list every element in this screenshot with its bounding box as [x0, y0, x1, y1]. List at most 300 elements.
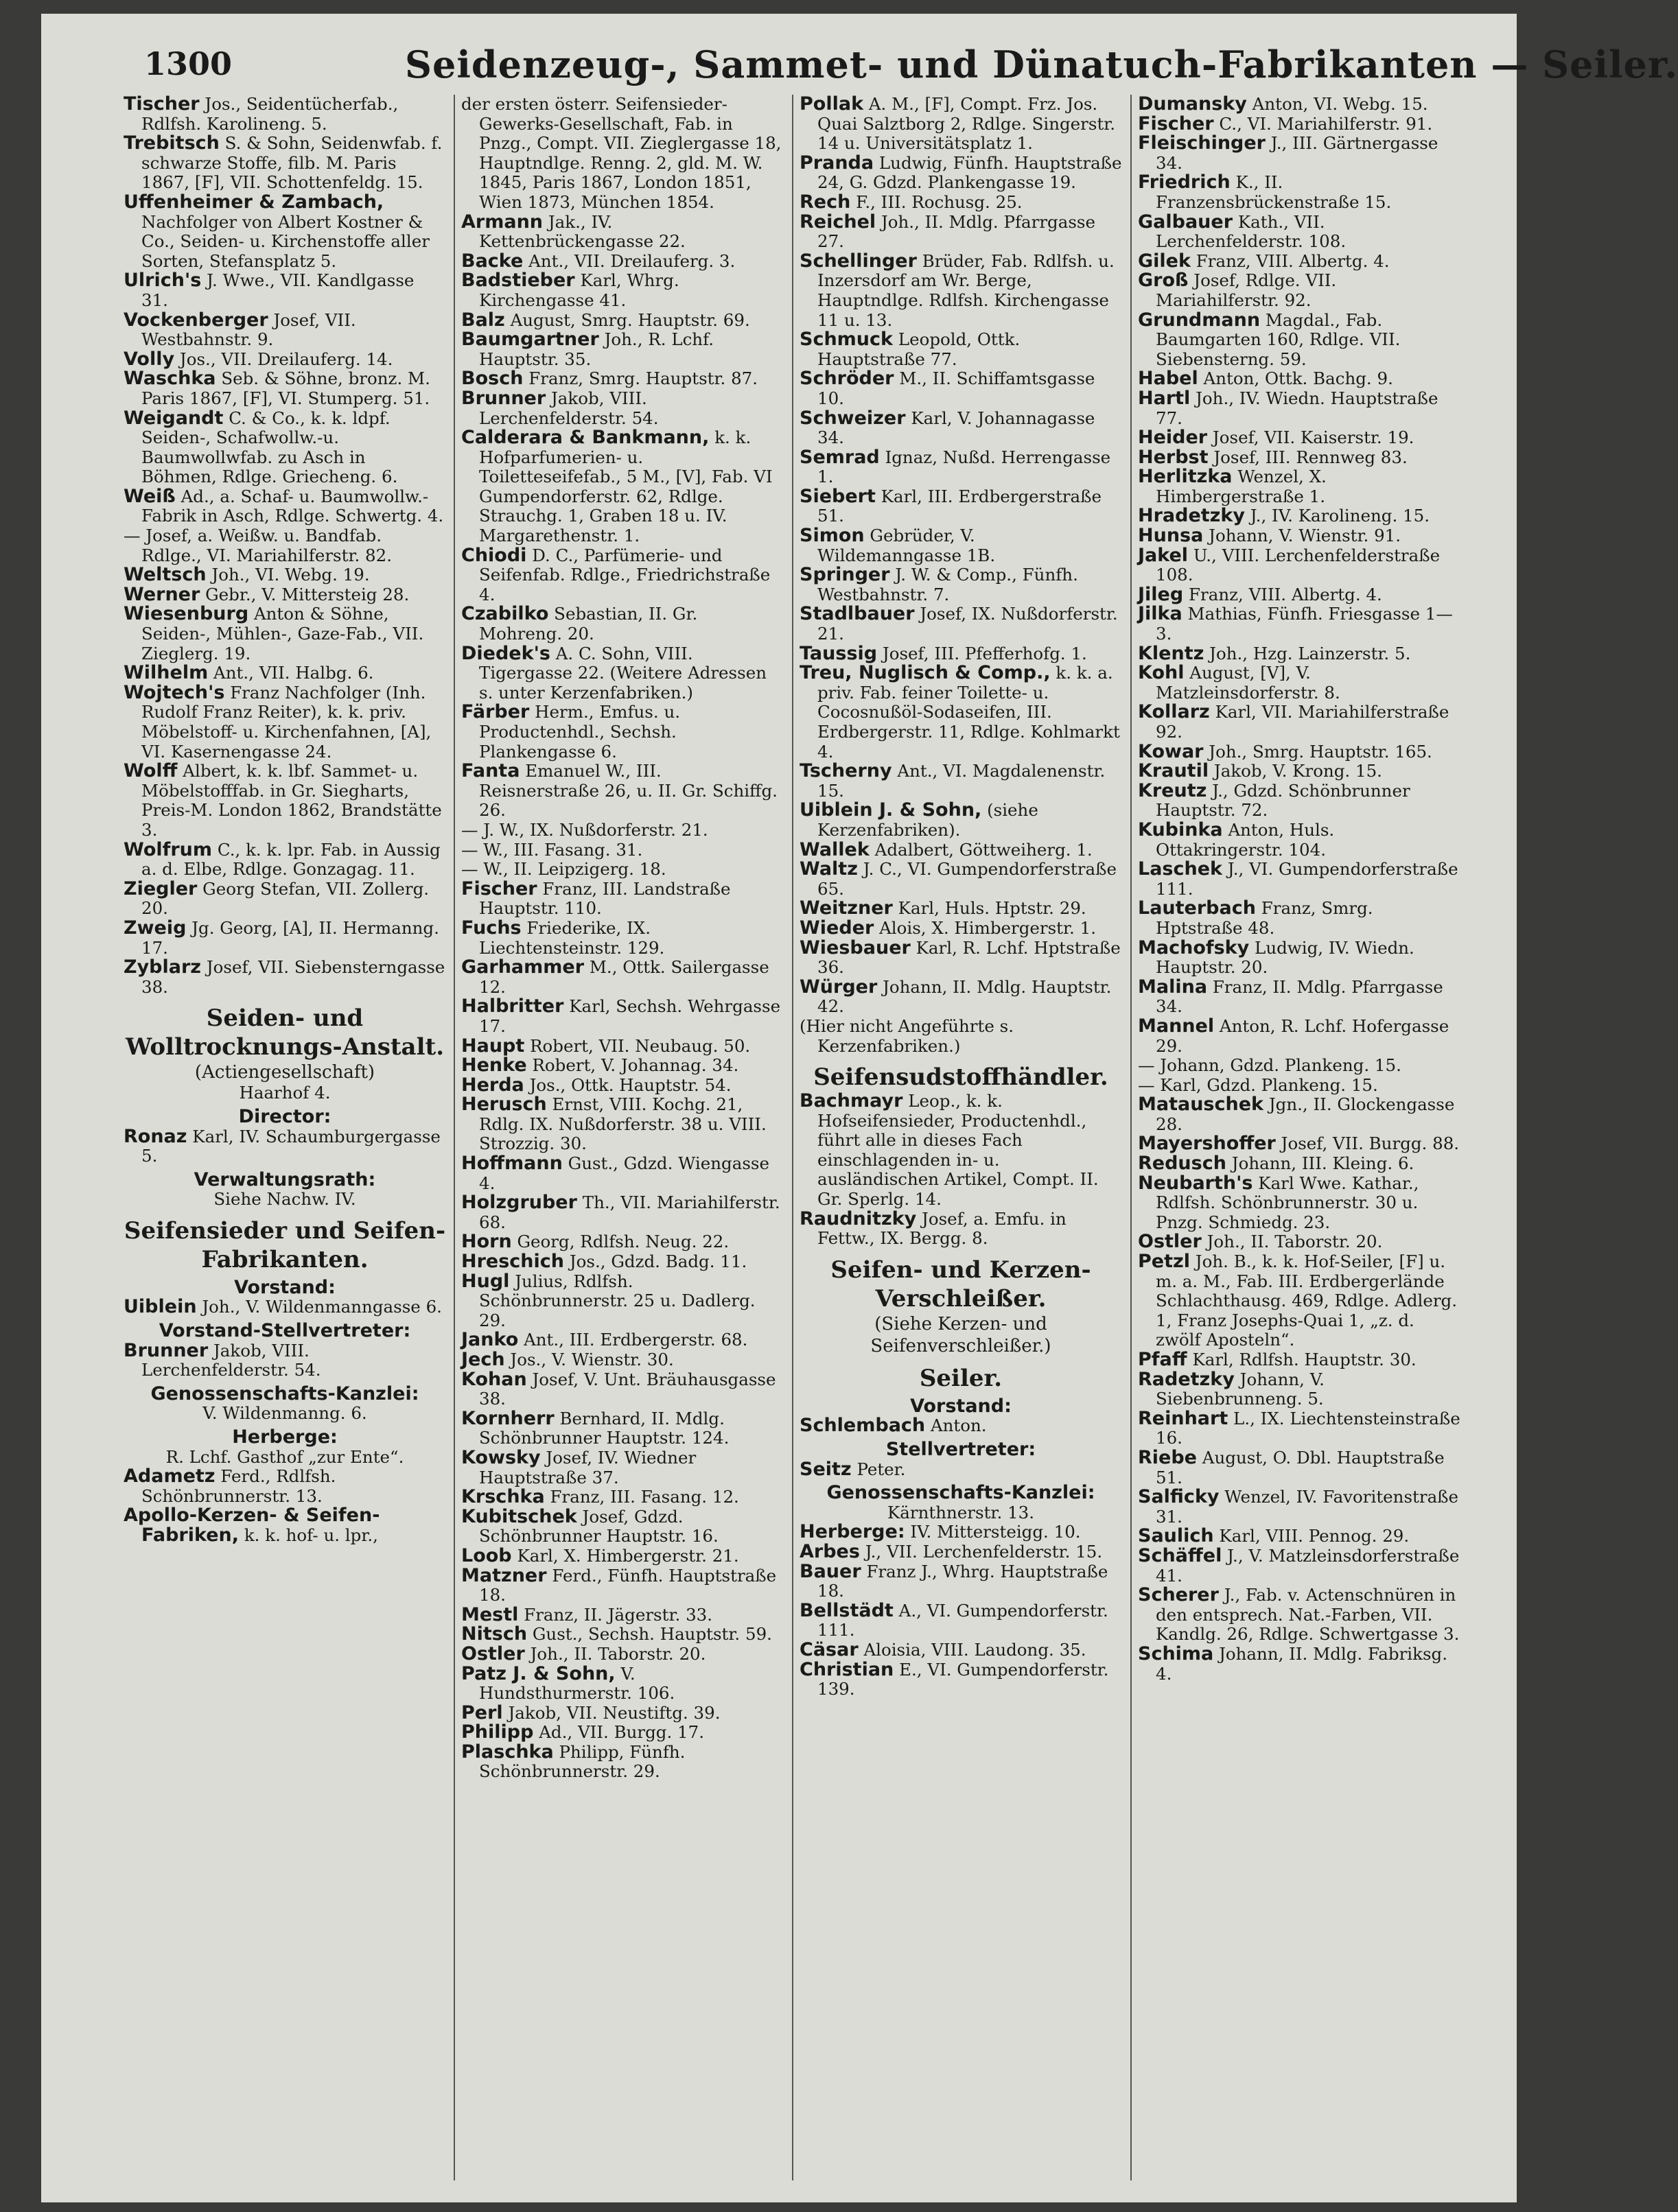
directory-entry: [124, 604, 446, 663]
directory-entry: [800, 565, 1122, 604]
directory-entry: [461, 644, 784, 703]
entry-text: J., III. Gärtnergasse 34.: [1156, 133, 1438, 173]
entry-text: Philipp, Fünfh. Schönbrunnerstr. 29.: [479, 1741, 686, 1782]
entry-text: August, O. Dbl. Hauptstraße 51.: [1156, 1447, 1445, 1487]
entry-name: Fischer: [1138, 113, 1214, 134]
entry-text: Anton, R. Lchf. Hofergasse 29.: [1156, 1015, 1449, 1056]
entry-name: Fuchs: [461, 917, 522, 939]
entry-text: S. & Sohn, Seidenwfab. f. schwarze Stoffe, filb. M. Paris 1867, [F], VII. Schottenfeldg. 15.: [141, 133, 443, 193]
entry-text: E., VI. Gumpendorferstr. 139.: [817, 1659, 1109, 1699]
directory-entry: [461, 1704, 784, 1723]
entry-text: Jakob, V. Krong. 15.: [1213, 761, 1382, 781]
entry-name: Weltsch: [124, 564, 207, 586]
entry-list: [1138, 95, 1460, 1684]
entry-text: Johann, II. Mdlg. Hauptstr. 42.: [817, 976, 1112, 1017]
directory-entry: [800, 487, 1122, 526]
directory-entry: [1138, 1527, 1460, 1546]
directory-entry: [461, 762, 784, 821]
directory-entry: [1138, 526, 1460, 546]
entry-text: Franz, II. Mdlg. Pfarrgasse 34.: [1156, 976, 1443, 1017]
entry-text: Josef, III. Pfefferhofg. 1.: [882, 643, 1087, 663]
entry-name: Herusch: [461, 1094, 547, 1116]
entry-text: Johann, V. Siebenbrunneng. 5.: [1156, 1369, 1325, 1409]
entry-name: Weitzner: [800, 897, 893, 919]
verwaltung-label: Verwaltungsrath:: [194, 1168, 376, 1190]
entry-name: Schima: [1138, 1643, 1214, 1664]
entry-text: Karl, Whrg. Kirchengasse 41.: [479, 270, 679, 310]
directory-entry: [800, 1092, 1122, 1210]
columns: [124, 95, 1462, 2180]
entry-text: L., IX. Liechtensteinstraße 16.: [1156, 1408, 1460, 1448]
entry-name: Siebert: [800, 485, 876, 507]
entry-text: J. W. & Comp., Fünfh. Westbahnstr. 7.: [817, 565, 1078, 604]
entry-text: Joh., Hzg. Lainzerstr. 5.: [1209, 643, 1411, 663]
stellvertreter-entry: [800, 1460, 1122, 1480]
entry-name: Garhammer: [461, 956, 585, 978]
entry-name: Malina: [1138, 976, 1208, 998]
directory-entry: [1138, 213, 1460, 252]
entry-name: Herbst: [1138, 446, 1209, 468]
directory-entry: [1138, 134, 1460, 173]
entry-name: Friedrich: [1138, 172, 1231, 193]
section-heading: Seifen- und Kerzen-Verschleißer.: [830, 1256, 1091, 1313]
entry-text: Robert, V. Johannag. 34.: [532, 1055, 739, 1076]
entry-text: Friederike, IX. Liechtensteinstr. 129.: [479, 917, 665, 958]
directory-entry: [1138, 95, 1460, 115]
entry-text: Josef, VII. Burgg. 88.: [1281, 1133, 1460, 1154]
entry-text: Brüder, Fab. Rdlfsh. u. Inzersdorf am Wr. Berge, Hauptndlge. Rdlfsh. Kirchengasse 11 u. 13.: [817, 250, 1115, 330]
directory-entry: [800, 1640, 1122, 1660]
entry-text: C., k. k. lpr. Fab. in Aussig a. d. Elbe, Rdlge. Gonzagag. 11.: [141, 839, 441, 880]
entry-text: August, [V], V. Matzleinsdorferstr. 8.: [1156, 663, 1340, 703]
directory-entry: [461, 1605, 784, 1625]
entry-text: Joh., Smrg. Hauptstr. 165.: [1209, 741, 1432, 762]
entry-name: Ulrich's: [124, 270, 202, 292]
entry-text: Josef, a. Emfu. in Fettw., IX. Bergg. 8.: [817, 1208, 1067, 1249]
entry-name: Seitz: [800, 1458, 852, 1480]
directory-entry: [461, 1154, 784, 1193]
director-label: Director:: [238, 1105, 331, 1127]
entry-name: Nitsch: [461, 1623, 528, 1645]
entry-text: Joh., IV. Wiedn. Hauptstraße 77.: [1156, 388, 1438, 428]
directory-entry: [1138, 1232, 1460, 1252]
entry-name: Machofsky: [1138, 937, 1250, 958]
entry-text: Johann, III. Kleing. 6.: [1231, 1153, 1414, 1174]
column-1: [124, 95, 446, 2180]
entry-text: Ferd., Fünfh. Hauptstraße 18.: [479, 1565, 777, 1605]
entry-name: Brunner: [124, 1339, 209, 1361]
directory-entry: [800, 919, 1122, 939]
entry-text: — Karl, Gdzd. Plankeng. 15.: [1138, 1074, 1378, 1095]
entry-text: Jakob, VIII. Lerchenfelderstr. 54.: [479, 388, 659, 428]
entry-list: [800, 1092, 1122, 1249]
entry-name: Pranda: [800, 152, 874, 174]
entry-text: Herm., Emfus. u. Productenhdl., Sechsh. Plankengasse 6.: [479, 702, 681, 762]
entry-name: Kowar: [1138, 740, 1204, 762]
column-2: [461, 95, 784, 2180]
entry-name: Weigandt: [124, 407, 224, 429]
section-heading: Seiden- und Wolltrocknungs-Anstalt.: [125, 1004, 445, 1061]
entry-text: M., Ottk. Sailergasse 12.: [479, 957, 769, 997]
entry-text: Johann, II. Mdlg. Fabriksg. 4.: [1156, 1643, 1448, 1684]
entry-name: Wiesenburg: [124, 603, 249, 625]
directory-entry: [461, 604, 784, 644]
entry-name: Ronaz: [124, 1125, 187, 1147]
directory-entry: [461, 252, 784, 272]
kanzlei-label: Genossenschafts-Kanzlei:: [150, 1382, 419, 1404]
directory-entry: [800, 1210, 1122, 1249]
directory-entry: [461, 1272, 784, 1331]
directory-entry: [1138, 644, 1460, 664]
entry-name: Scherer: [1138, 1584, 1219, 1606]
entry-text: Ludwig, IV. Wiedn. Hauptstr. 20.: [1156, 937, 1414, 978]
directory-entry: [124, 369, 446, 408]
directory-entry: [1138, 506, 1460, 526]
directory-entry: [1138, 1487, 1460, 1527]
entry-name: Gilek: [1138, 250, 1191, 272]
entry-text: Adalbert, Göttweiherg. 1.: [874, 839, 1093, 860]
vorstand-label: Vorstand:: [234, 1276, 336, 1298]
directory-entry: [1138, 1056, 1460, 1076]
entry-text: (Hier nicht Angeführte s. Kerzenfabriken.): [800, 1015, 1014, 1056]
directory-entry: [461, 1370, 784, 1409]
entry-text: J. Wwe., VII. Kandlgasse 31.: [141, 270, 415, 310]
entry-name: Armann: [461, 211, 544, 233]
column-rule: [454, 95, 455, 2180]
directory-entry: [124, 409, 446, 487]
directory-entry: [124, 840, 446, 880]
entry-name: Schweizer: [800, 407, 906, 429]
entry-name: Hoffmann: [461, 1153, 563, 1175]
entry-name: Matauschek: [1138, 1094, 1264, 1116]
entry-name: Waschka: [124, 368, 216, 390]
directory-entry: [124, 762, 446, 840]
entry-name: Treu, Nuglisch & Comp.,: [800, 662, 1051, 684]
directory-entry: [800, 860, 1122, 899]
entry-text: Robert, VII. Neubaug. 50.: [530, 1035, 751, 1056]
directory-entry: [1138, 1076, 1460, 1096]
directory-entry: [124, 95, 446, 134]
directory-entry: [1138, 369, 1460, 389]
kanzlei-label: Genossenschafts-Kanzlei:: [826, 1482, 1095, 1504]
entry-name: Klentz: [1138, 642, 1204, 664]
entry-text: K., II. Franzensbrückenstraße 15.: [1156, 172, 1392, 212]
directory-entry: [1138, 467, 1460, 506]
entry-text: Josef, Rdlge. VII. Mariahilferstr. 92.: [1156, 270, 1337, 310]
entry-text: Joh. B., k. k. Hof-Seiler, [F] u. m. a. M., Fab. III. Erdbergerlände Schlachthausg. 469, Rdlge. Adlerg. 1, Franz Josephs-Quai 1, „z. d. zwölf Aposteln“.: [1156, 1251, 1458, 1350]
entry-text: Karl, Sechsh. Wehrgasse 17.: [479, 996, 781, 1036]
directory-entry: [124, 919, 446, 958]
verwaltung-value: Siehe Nachw. IV.: [213, 1189, 356, 1210]
entry-text: Albert, k. k. lbf. Sammet- u. Möbelstofffab. in Gr. Siegharts, Preis-M. London 1862, Brandstätte 3.: [141, 761, 442, 840]
entry-text: Bernhard, II. Mdlg. Schönbrunner Hauptstr. 124.: [479, 1408, 730, 1448]
directory-entry: [461, 95, 784, 213]
directory-entry: [124, 134, 446, 193]
entry-name: Schmuck: [800, 329, 893, 351]
entry-text: IV. Mittersteigg. 10.: [910, 1522, 1081, 1542]
entry-text: Josef, Gdzd. Schönbrunner Hauptstr. 16.: [479, 1506, 719, 1546]
entry-name: Werner: [124, 583, 200, 605]
directory-entry: [461, 703, 784, 762]
directory-entry: [461, 1350, 784, 1370]
entry-name: Kowsky: [461, 1446, 541, 1468]
entry-text: Josef, IX. Nußdorferstr. 21.: [817, 604, 1118, 644]
directory-entry: [800, 644, 1122, 664]
entry-name: Rech: [800, 191, 851, 213]
entry-text: Georg, Rdlfsh. Neug. 22.: [517, 1232, 730, 1252]
entry-name: Bellstädt: [800, 1599, 894, 1621]
entry-text: Anton, Huls. Ottakringerstr. 104.: [1156, 819, 1335, 860]
entry-name: Wojtech's: [124, 681, 225, 703]
entry-name: Czabilko: [461, 603, 549, 625]
entry-name: Wieder: [800, 917, 874, 939]
entry-name: Kornherr: [461, 1407, 555, 1429]
entry-name: Mayershoffer: [1138, 1133, 1276, 1155]
section-subtitle: (Actiengesellschaft): [194, 1062, 375, 1083]
directory-entry: [800, 448, 1122, 487]
directory-entry: [461, 330, 784, 369]
entry-text: A. M., [F], Compt. Frz. Jos. Quai Salztborg 2, Rdlge. Singerstr. 14 u. Universitätsplatz 1.: [817, 94, 1116, 154]
entry-name: Haupt: [461, 1035, 525, 1057]
entry-name: Würger: [800, 976, 878, 998]
directory-entry: [800, 213, 1122, 252]
directory-entry: [1138, 939, 1460, 978]
entry-name: Jilka: [1138, 603, 1182, 625]
entry-text: D. C., Parfümerie- und Seifenfab. Rdlge., Friedrichstraße 4.: [479, 545, 771, 604]
directory-entry: [1138, 389, 1460, 428]
directory-entry: [1138, 703, 1460, 742]
entry-list: [124, 1467, 446, 1545]
entry-text: — J. W., IX. Nußdorferstr. 21.: [461, 819, 708, 840]
entry-text: Seb. & Söhne, bronz. M. Paris 1867, [F], VI. Stumperg. 51.: [141, 368, 430, 408]
entry-text: Jos., VII. Dreilauferg. 14.: [179, 349, 393, 369]
entry-text: Kath., VII. Lerchenfelderstr. 108.: [1156, 211, 1347, 252]
directory-entry: [800, 604, 1122, 644]
entry-text: Franz, III. Landstraße Hauptstr. 110.: [479, 878, 731, 919]
directory-entry: [124, 271, 446, 310]
stellvertreter-entry: [124, 1341, 446, 1380]
directory-entry: [800, 154, 1122, 193]
entry-text: Karl, Huls. Hptstr. 29.: [898, 898, 1086, 919]
entry-name: Semrad: [800, 446, 880, 468]
directory-entry: [461, 1448, 784, 1487]
entry-name: Galbauer: [1138, 211, 1233, 233]
directory-entry: [1138, 115, 1460, 134]
directory-entry: [461, 369, 784, 389]
directory-entry: [461, 271, 784, 310]
directory-entry: [1138, 978, 1460, 1017]
entry-text: Franz J., Whrg. Hauptstraße 18.: [817, 1561, 1108, 1601]
directory-page: [41, 14, 1678, 2202]
entry-text: k. k. Hofparfumerien- u. Toiletteseifefab., 5 M., [V], Fab. VI Gumpendorferstr. 62, Rdlge. Strauchg. 1, Graben 18 u. IV. Margarethenstr. 1.: [479, 427, 773, 546]
entry-name: Saulich: [1138, 1525, 1214, 1547]
entry-text: Joh., II. Taborstr. 20.: [1207, 1232, 1383, 1252]
entry-text: Joh., VI. Webg. 19.: [211, 565, 370, 585]
entry-name: Chiodi: [461, 544, 527, 566]
entry-name: Krautil: [1138, 760, 1209, 782]
directory-entry: [1138, 1645, 1460, 1684]
directory-entry: [461, 1409, 784, 1448]
entry-text: U., VIII. Lerchenfelderstraße 108.: [1156, 545, 1441, 585]
entry-name: Badstieber: [461, 270, 575, 292]
entry-name: Calderara & Bankmann,: [461, 427, 710, 449]
entry-text: (siehe Kerzenfabriken).: [817, 800, 1038, 840]
directory-entry: [124, 683, 446, 762]
entry-text: Jg. Georg, [A], II. Hermanng. 17.: [141, 917, 439, 958]
kanzlei-value: Kärnthnerstr. 13.: [887, 1502, 1034, 1522]
entry-text: Karl Wwe. Kathar., Rdlfsh. Schönbrunnerstr. 30 u. Pnzg. Schmiedg. 23.: [1156, 1173, 1419, 1232]
entry-text: Ant., VI. Magdalenenstr. 15.: [817, 761, 1106, 801]
entry-text: Wenzel, X. Himbergerstraße 1.: [1156, 467, 1327, 506]
directory-entry: [1138, 781, 1460, 821]
herberge-label: Herberge:: [232, 1426, 338, 1448]
entry-name: Schröder: [800, 368, 894, 390]
directory-entry: [124, 193, 446, 271]
entry-text: Gebrüder, V. Wildemanngasse 1B.: [817, 526, 996, 565]
entry-text: Peter.: [857, 1459, 906, 1479]
entry-text: — Josef, a. Weißw. u. Bandfab. Rdlge., VI. Mariahilferstr. 82.: [124, 526, 393, 565]
entry-name: Kubitschek: [461, 1505, 577, 1527]
entry-name: Henke: [461, 1055, 527, 1076]
entry-text: Karl, V. Johannagasse 34.: [817, 408, 1095, 448]
entry-name: Heider: [1138, 427, 1208, 449]
entry-text: Franz, VIII. Albertg. 4.: [1189, 584, 1382, 604]
entry-name: Perl: [461, 1702, 503, 1723]
column-rule: [1130, 95, 1132, 2180]
directory-entry: [461, 1546, 784, 1566]
entry-name: Schlembach: [800, 1415, 926, 1437]
entry-text: Emanuel W., III. Reisnerstraße 26, u. II. Gr. Schiffg. 26.: [479, 761, 778, 821]
entry-text: A. C. Sohn, VIII. Tigergasse 22. (Weitere Adressen s. unter Kerzenfabriken.): [479, 643, 767, 703]
directory-entry: [800, 840, 1122, 860]
entry-text: Leop., k. k. Hofseifensieder, Productenhdl., führt alle in dieses Fach einschlagenden in- u. ausländischen Artikel, Compt. II. Gr. Sperlg. 14.: [817, 1091, 1099, 1210]
entry-text: J., Gdzd. Schönbrunner Hauptstr. 72.: [1156, 780, 1410, 821]
entry-text: Gust., Sechsh. Hauptstr. 59.: [532, 1624, 772, 1645]
entry-name: Jileg: [1138, 583, 1184, 605]
entry-text: Jos., Ottk. Hauptstr. 54.: [529, 1074, 732, 1095]
entry-text: Gust., Gdzd. Wiengasse 4.: [479, 1153, 769, 1193]
director-entry: [124, 1127, 446, 1166]
entry-list: [124, 95, 446, 997]
entry-name: Wilhelm: [124, 662, 209, 684]
entry-name: Volly: [124, 348, 175, 370]
entry-text: Josef, VII. Siebensterngasse 38.: [141, 957, 445, 997]
entry-name: Mestl: [461, 1603, 519, 1625]
section-subtitle: (Siehe Kerzen- und Seifenverschleißer.): [870, 1313, 1051, 1356]
directory-entry: [461, 997, 784, 1036]
entry-name: Adametz: [124, 1466, 215, 1487]
entry-text: Ant., III. Erdbergerstr. 68.: [524, 1330, 748, 1350]
directory-entry: [800, 1542, 1122, 1562]
entry-name: Ostler: [461, 1643, 525, 1664]
entry-list: [800, 1522, 1122, 1699]
entry-name: Riebe: [1138, 1446, 1197, 1468]
entry-text: Anton, VI. Webg. 15.: [1252, 94, 1428, 114]
entry-name: Loob: [461, 1544, 512, 1566]
entry-name: Lauterbach: [1138, 897, 1256, 919]
entry-name: Wiesbauer: [800, 937, 911, 958]
directory-entry: [1138, 762, 1460, 781]
entry-name: Dumansky: [1138, 93, 1247, 115]
entry-name: Taussig: [800, 642, 878, 664]
entry-name: Patz J. & Sohn,: [461, 1662, 616, 1684]
directory-entry: [461, 1507, 784, 1546]
vorstand-entry: [124, 1297, 446, 1317]
directory-entry: [461, 428, 784, 546]
entry-name: Backe: [461, 250, 524, 272]
entry-text: Ernst, VIII. Kochg. 21, Rdlg. IX. Nußdorferstr. 38 u. VIII. Strozzig. 30.: [479, 1094, 767, 1154]
entry-name: Kohl: [1138, 662, 1185, 684]
directory-entry: [1138, 860, 1460, 899]
directory-entry: [1138, 1350, 1460, 1370]
entry-text: J., VI. Gumpendorferstraße 111.: [1156, 859, 1458, 899]
directory-entry: [1138, 604, 1460, 644]
directory-entry: [461, 1095, 784, 1154]
entry-text: — W., III. Fasang. 31.: [461, 839, 643, 860]
directory-entry: [1138, 1546, 1460, 1586]
entry-name: Pollak: [800, 93, 864, 115]
entry-name: Kreutz: [1138, 779, 1207, 801]
directory-entry: [800, 1522, 1122, 1542]
entry-name: Apollo-Kerzen- & Seifen-Fabriken,: [124, 1505, 380, 1546]
directory-entry: [461, 860, 784, 880]
directory-entry: [1138, 742, 1460, 762]
entry-text: Ludwig, Fünfh. Hauptstraße 24, G. Gdzd. Plankengasse 19.: [817, 152, 1122, 193]
entry-text: Magdal., Fab. Baumgarten 160, Rdlge. VII. Siebensterng. 59.: [1156, 309, 1401, 369]
directory-entry: [124, 526, 446, 565]
entry-text: J., Fab. v. Actenschnüren in den entsprech. Nat.-Farben, VII. Kandlg. 26, Rdlge. Schwertgasse 3.: [1156, 1585, 1460, 1645]
directory-entry: [124, 350, 446, 370]
entry-text: Joh., II. Taborstr. 20.: [530, 1643, 706, 1664]
entry-name: Wolfrum: [124, 838, 213, 860]
entry-name: Herda: [461, 1074, 524, 1096]
directory-entry: [461, 546, 784, 605]
directory-entry: [124, 487, 446, 526]
entry-text: Jakob, VIII. Lerchenfelderstr. 54.: [141, 1340, 321, 1380]
entry-text: Franz, II. Jägerstr. 33.: [524, 1604, 713, 1625]
directory-entry: [1138, 311, 1460, 370]
entry-text: Karl, III. Erdbergerstraße 51.: [817, 486, 1102, 526]
directory-entry: [1138, 1448, 1460, 1487]
entry-text: Ad., a. Schaf- u. Baumwollw.-Fabrik in Asch, Rdlge. Schwertg. 4.: [141, 486, 444, 526]
entry-text: Ant., VII. Dreilauferg. 3.: [528, 250, 736, 271]
entry-text: — W., II. Leipzigerg. 18.: [461, 859, 666, 880]
directory-entry: [461, 880, 784, 919]
entry-text: Jos., Gdzd. Badg. 11.: [569, 1251, 747, 1272]
entry-text: Jos., Seidentücherfab., Rdlfsh. Karolineng. 5.: [141, 94, 399, 134]
vorstand-entry: [800, 1416, 1122, 1436]
directory-entry: [124, 1467, 446, 1506]
entry-text: Ant., VII. Halbg. 6.: [213, 663, 374, 683]
entry-text: Franz, Smrg. Hauptstr. 87.: [528, 368, 758, 389]
directory-entry: [124, 1506, 446, 1545]
directory-entry: [800, 369, 1122, 408]
directory-entry: [800, 801, 1122, 840]
entry-text: Karl, IV. Schaumburgergasse 5.: [141, 1126, 441, 1166]
directory-entry: [461, 821, 784, 840]
directory-entry: [124, 880, 446, 919]
entry-text: Mathias, Fünfh. Friesgasse 1—3.: [1156, 604, 1453, 644]
entry-text: Ferd., Rdlfsh. Schönbrunnerstr. 13.: [141, 1466, 336, 1506]
directory-entry: [800, 899, 1122, 919]
directory-entry: [1138, 585, 1460, 605]
directory-entry: [461, 1743, 784, 1782]
entry-name: Färber: [461, 701, 530, 723]
running-title: Seidenzeug-, Sammet- und Dünatuch-Fabrikanten — Seiler.: [405, 43, 1678, 86]
kanzlei-value: V. Wildenmanng. 6.: [202, 1403, 367, 1424]
entry-text: k. k. hof- u. lpr.,: [244, 1525, 378, 1545]
entry-text: Ad., VII. Burgg. 17.: [539, 1722, 704, 1743]
